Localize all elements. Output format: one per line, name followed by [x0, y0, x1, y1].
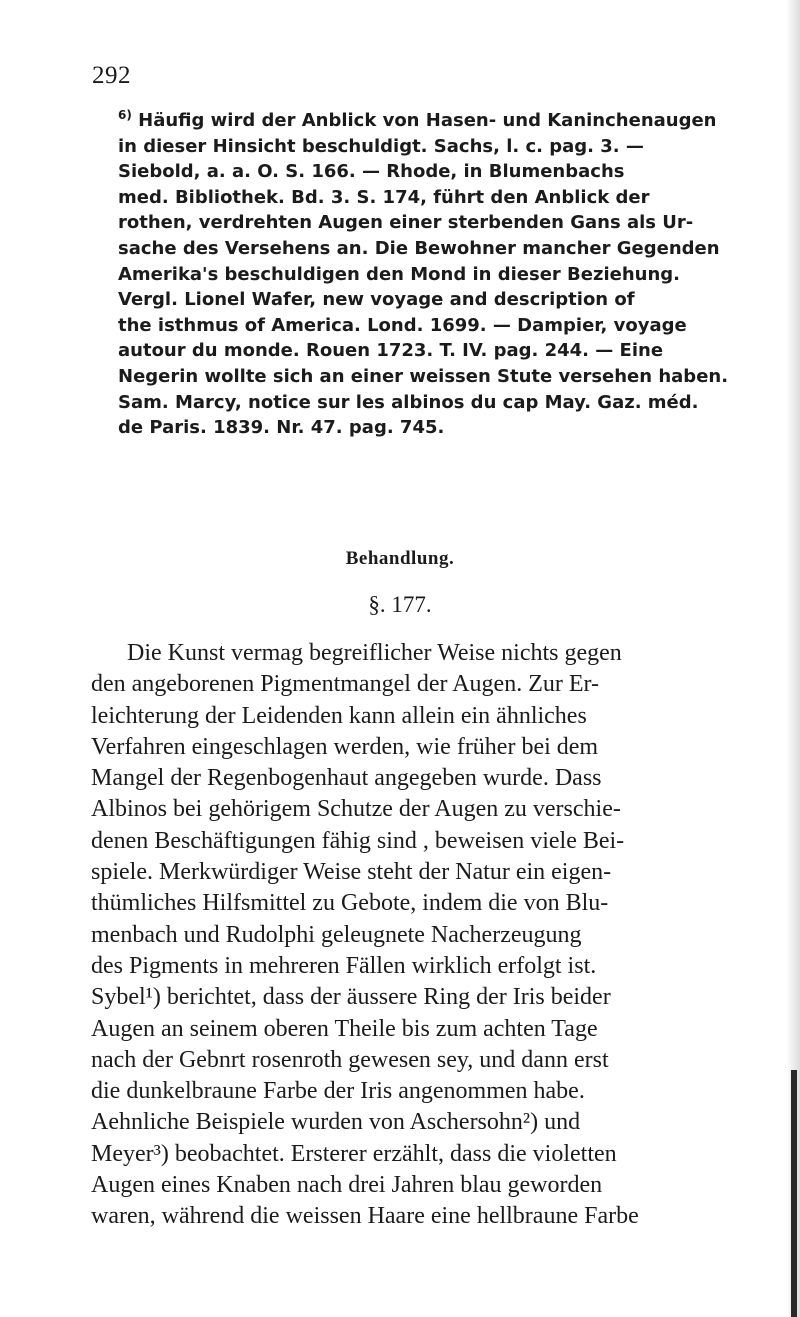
footnote — [118, 108, 728, 441]
body-line: Augen an seinem oberen Theile bis zum achten Tage — [91, 1015, 598, 1042]
body-line: nach der Gebnrt rosenroth gewesen sey, und dann erst — [91, 1046, 609, 1073]
body-line: Albinos bei gehörigem Schutze der Augen zu verschie- — [91, 796, 621, 823]
footnote-line: de Paris. 1839. Nr. 47. pag. 745. — [118, 417, 445, 439]
body-line: leichterung der Leidenden kann allein ein ähnliches — [91, 702, 587, 729]
body-line: den angeborenen Pigmentmangel der Augen. Zur Er- — [91, 671, 600, 698]
body-line: spiele. Merkwürdiger Weise steht der Natur ein eigen- — [91, 859, 612, 886]
body-line: Augen eines Knaben nach drei Jahren blau geworden — [91, 1172, 603, 1199]
body-line: waren, während die weissen Haare eine hellbraune Farbe — [91, 1203, 639, 1230]
section-number: §. 177. — [368, 592, 432, 617]
body-line: die dunkelbraune Farbe der Iris angenommen habe. — [91, 1078, 585, 1105]
footnote-line: rothen, verdrehten Augen einer sterbenden Gans als Ur- — [118, 212, 694, 234]
footnote-marker: 6) — [118, 108, 132, 122]
footnote-line: autour du monde. Rouen 1723. T. IV. pag. 244. — Eine — [118, 340, 664, 362]
body-line: Verfahren eingeschlagen werden, wie früher bei dem — [91, 733, 599, 760]
footnote-line: Negerin wollte sich an einer weissen Stute versehen haben. — [118, 365, 728, 387]
section-title: Behandlung. — [345, 548, 455, 569]
body-line: Sybel¹) berichtet, dass der äussere Ring der Iris beider — [91, 984, 611, 1011]
page-number: 292 — [92, 62, 131, 89]
footnote-line: in dieser Hinsicht beschuldigt. Sachs, l. c. pag. 3. — — [118, 135, 644, 157]
body-line: denen Beschäftigungen fähig sind , beweisen viele Bei- — [91, 827, 625, 854]
body-line: Meyer³) beobachtet. Ersterer erzählt, dass die violetten — [91, 1140, 617, 1167]
body-line: Mangel der Regenbogenhaut angegeben wurde. Dass — [91, 765, 602, 792]
body-line: thümliches Hilfsmittel zu Gebote, indem die von Blu- — [91, 890, 609, 917]
footnote-line: Amerika's beschuldigen den Mond in dieser Beziehung. — [118, 263, 680, 285]
footnote-line: Siebold, a. a. O. S. 166. — Rhode, in Blumenbachs — [118, 161, 625, 183]
footnote-line: Vergl. Lionel Wafer, new voyage and description of — [118, 289, 635, 311]
binding-edge — [791, 1070, 797, 1317]
footnote-line: $^{6)}$ Häufig wird der Anblick von Hasen- und Kaninchenaugen — [118, 108, 717, 131]
footnote-line: sache des Versehens an. Die Bewohner mancher Gegenden — [118, 237, 720, 259]
footnote-line: Sam. Marcy, notice sur les albinos du cap May. Gaz. méd. — [118, 391, 699, 413]
body-line: menbach und Rudolphi geleugnete Nacherzeugung — [91, 921, 582, 948]
body-line: Aehnliche Beispiele wurden von Aschersohn²) und — [91, 1109, 581, 1136]
body-text — [91, 638, 746, 1233]
footnote-line: med. Bibliothek. Bd. 3. S. 174, führt den Anblick der — [118, 186, 650, 208]
body-line: Die Kunst vermag begreiflicher Weise nichts gegen — [127, 640, 622, 666]
footnote-line: the isthmus of America. Lond. 1699. — Dampier, voyage — [118, 314, 687, 336]
body-line: des Pigments in mehreren Fällen wirklich erfolgt ist. — [91, 952, 597, 979]
